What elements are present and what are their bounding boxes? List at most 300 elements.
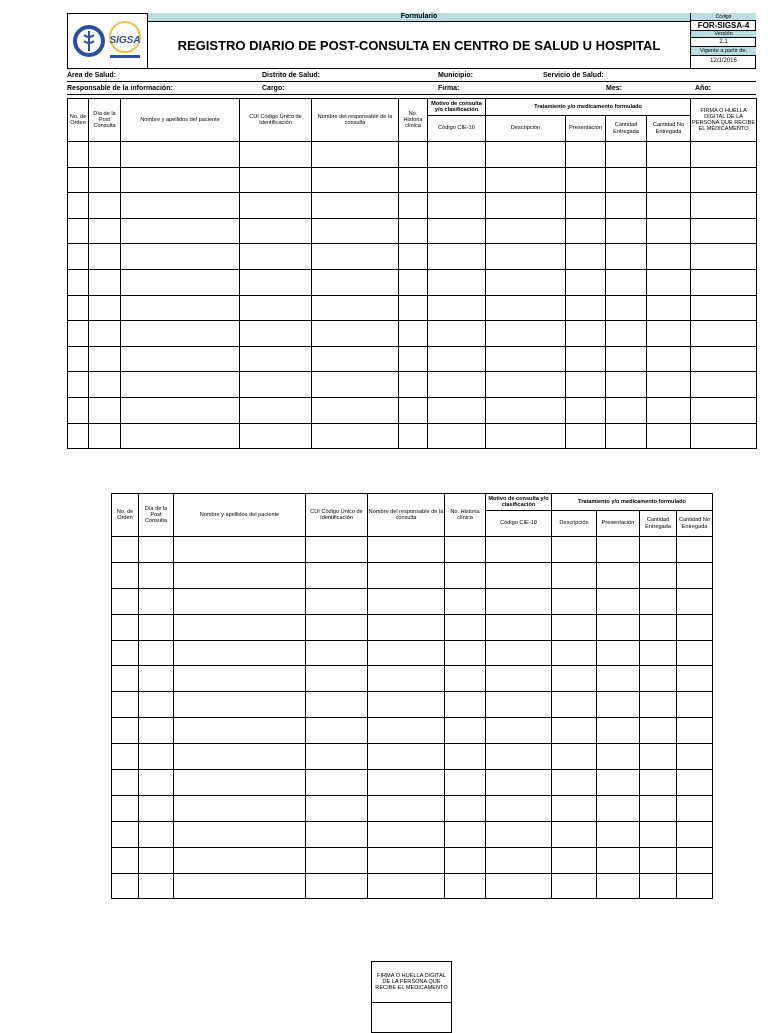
table-2-cell[interactable] <box>677 847 713 873</box>
table-2-cell[interactable] <box>552 821 597 847</box>
table-2-cell[interactable] <box>486 692 552 718</box>
table-1-cell[interactable] <box>312 167 399 193</box>
table-1-cell[interactable] <box>399 193 428 219</box>
table-1-cell[interactable] <box>566 269 606 295</box>
table-1-cell[interactable] <box>606 142 647 168</box>
table-2-cell[interactable] <box>640 770 677 796</box>
table-2-cell[interactable] <box>486 562 552 588</box>
table-1-cell[interactable] <box>121 244 240 270</box>
table-1-cell[interactable] <box>68 372 89 398</box>
table-2-cell[interactable] <box>139 562 174 588</box>
table-1-cell[interactable] <box>606 346 647 372</box>
table-2-cell[interactable] <box>139 614 174 640</box>
table-2-cell[interactable] <box>174 795 306 821</box>
table-2-cell[interactable] <box>640 821 677 847</box>
table-1-cell[interactable] <box>68 423 89 449</box>
table-1-cell[interactable] <box>312 321 399 347</box>
table-1-cell[interactable] <box>240 244 312 270</box>
table-2-cell[interactable] <box>640 744 677 770</box>
table-1-cell[interactable] <box>486 193 566 219</box>
table-1-cell[interactable] <box>486 142 566 168</box>
table-2-cell[interactable] <box>306 847 368 873</box>
table-1-cell[interactable] <box>691 167 757 193</box>
table-1-cell[interactable] <box>240 397 312 423</box>
table-1-cell[interactable] <box>606 397 647 423</box>
table-2-cell[interactable] <box>597 666 640 692</box>
table-1-cell[interactable] <box>240 372 312 398</box>
table-2-cell[interactable] <box>174 847 306 873</box>
table-1-cell[interactable] <box>240 193 312 219</box>
table-2-cell[interactable] <box>552 588 597 614</box>
table-2-cell[interactable] <box>597 588 640 614</box>
table-2-cell[interactable] <box>552 537 597 563</box>
table-1-cell[interactable] <box>312 295 399 321</box>
table-1-cell[interactable] <box>89 346 121 372</box>
table-2-cell[interactable] <box>445 795 486 821</box>
table-1-cell[interactable] <box>691 269 757 295</box>
table-2-cell[interactable] <box>306 614 368 640</box>
table-1-cell[interactable] <box>428 193 486 219</box>
table-1-cell[interactable] <box>312 269 399 295</box>
table-2-cell[interactable] <box>597 692 640 718</box>
table-2-cell[interactable] <box>306 718 368 744</box>
table-2-cell[interactable] <box>552 666 597 692</box>
table-2-cell[interactable] <box>139 744 174 770</box>
table-2-cell[interactable] <box>597 537 640 563</box>
table-2-cell[interactable] <box>445 537 486 563</box>
t2-col-treatment-header: Tratamiento y/o medicamento formulado <box>552 494 713 511</box>
table-2-cell[interactable] <box>112 666 139 692</box>
table-2-cell[interactable] <box>139 640 174 666</box>
table-2-cell[interactable] <box>445 873 486 899</box>
table-2-cell[interactable] <box>486 614 552 640</box>
table-2-cell[interactable] <box>677 562 713 588</box>
table-2-cell[interactable] <box>677 718 713 744</box>
table-1-cell[interactable] <box>68 167 89 193</box>
table-2-cell[interactable] <box>174 666 306 692</box>
table-1-cell[interactable] <box>486 218 566 244</box>
table-2-cell[interactable] <box>174 873 306 899</box>
table-2-cell[interactable] <box>597 614 640 640</box>
table-2-cell[interactable] <box>677 744 713 770</box>
table-2-cell[interactable] <box>368 744 445 770</box>
table-2-cell[interactable] <box>486 537 552 563</box>
table-1-cell[interactable] <box>89 142 121 168</box>
table-1-cell[interactable] <box>121 346 240 372</box>
table-2-cell[interactable] <box>306 821 368 847</box>
table-2-cell[interactable] <box>640 847 677 873</box>
table-2-cell[interactable] <box>139 795 174 821</box>
table-1-cell[interactable] <box>240 321 312 347</box>
table-1-cell[interactable] <box>89 193 121 219</box>
table-2-cell[interactable] <box>677 537 713 563</box>
table-1-cell[interactable] <box>89 397 121 423</box>
table-1-cell[interactable] <box>312 142 399 168</box>
table-1-cell[interactable] <box>486 423 566 449</box>
table-1-cell[interactable] <box>606 372 647 398</box>
table-1-cell[interactable] <box>312 244 399 270</box>
table-2-cell[interactable] <box>112 873 139 899</box>
table-1-cell[interactable] <box>428 269 486 295</box>
table-2-cell[interactable] <box>306 795 368 821</box>
table-1-cell[interactable] <box>428 423 486 449</box>
table-1-cell[interactable] <box>68 346 89 372</box>
table-2-cell[interactable] <box>445 614 486 640</box>
table-1-cell[interactable] <box>68 397 89 423</box>
table-1-cell[interactable] <box>647 423 691 449</box>
table-1-cell[interactable] <box>486 372 566 398</box>
table-1-cell[interactable] <box>647 142 691 168</box>
table-1-cell[interactable] <box>606 244 647 270</box>
table-2-cell[interactable] <box>677 614 713 640</box>
table-1-cell[interactable] <box>399 167 428 193</box>
table-1-cell[interactable] <box>691 397 757 423</box>
table-2-cell[interactable] <box>112 821 139 847</box>
table-2-cell[interactable] <box>139 666 174 692</box>
table-1-cell[interactable] <box>428 142 486 168</box>
table-2-cell[interactable] <box>445 821 486 847</box>
table-1-cell[interactable] <box>486 321 566 347</box>
table-1-cell[interactable] <box>606 295 647 321</box>
table-1-cell[interactable] <box>428 397 486 423</box>
table-1-cell[interactable] <box>606 423 647 449</box>
table-2-cell[interactable] <box>597 821 640 847</box>
table-2-cell[interactable] <box>552 873 597 899</box>
table-1-cell[interactable] <box>399 244 428 270</box>
table-2-cell[interactable] <box>368 795 445 821</box>
table-1-cell[interactable] <box>399 372 428 398</box>
table-1-cell[interactable] <box>428 167 486 193</box>
table-1-cell[interactable] <box>399 142 428 168</box>
table-1-cell[interactable] <box>240 167 312 193</box>
table-2-cell[interactable] <box>306 770 368 796</box>
table-1-cell[interactable] <box>428 321 486 347</box>
table-2-cell[interactable] <box>597 847 640 873</box>
table-1-cell[interactable] <box>428 295 486 321</box>
table-2-cell[interactable] <box>597 770 640 796</box>
table-1-cell[interactable] <box>89 269 121 295</box>
table-2-cell[interactable] <box>306 666 368 692</box>
table-2-cell[interactable] <box>552 562 597 588</box>
table-2-cell[interactable] <box>306 537 368 563</box>
table-1-cell[interactable] <box>691 346 757 372</box>
table-2-cell[interactable] <box>112 588 139 614</box>
table-2-cell[interactable] <box>174 770 306 796</box>
table-1-cell[interactable] <box>312 423 399 449</box>
table-2-cell[interactable] <box>368 873 445 899</box>
table-2-cell[interactable] <box>139 588 174 614</box>
table-1-cell[interactable] <box>240 346 312 372</box>
table-1-cell[interactable] <box>121 295 240 321</box>
table-2-cell[interactable] <box>368 718 445 744</box>
table-2-cell[interactable] <box>139 692 174 718</box>
table-1-cell[interactable] <box>486 167 566 193</box>
table-1-cell[interactable] <box>399 321 428 347</box>
table-2-cell[interactable] <box>112 537 139 563</box>
table-1-cell[interactable] <box>240 269 312 295</box>
table-2-cell[interactable] <box>640 562 677 588</box>
table-2-cell[interactable] <box>486 718 552 744</box>
table-2-cell[interactable] <box>486 744 552 770</box>
table-2-cell[interactable] <box>597 640 640 666</box>
table-2-cell[interactable] <box>174 588 306 614</box>
table-2-cell[interactable] <box>174 562 306 588</box>
table-2-cell[interactable] <box>640 718 677 744</box>
table-2-cell[interactable] <box>445 588 486 614</box>
table-2-cell[interactable] <box>112 770 139 796</box>
table-1-cell[interactable] <box>647 167 691 193</box>
table-2-cell[interactable] <box>486 847 552 873</box>
table-2-cell[interactable] <box>306 640 368 666</box>
table-2-cell[interactable] <box>368 588 445 614</box>
table-1-cell[interactable] <box>121 167 240 193</box>
table-2-cell[interactable] <box>174 821 306 847</box>
table-1-cell[interactable] <box>121 321 240 347</box>
table-2-cell[interactable] <box>486 873 552 899</box>
table-2-cell[interactable] <box>174 692 306 718</box>
table-2-cell[interactable] <box>597 718 640 744</box>
table-2-cell[interactable] <box>139 770 174 796</box>
table-2-cell[interactable] <box>112 692 139 718</box>
table-2-cell[interactable] <box>306 692 368 718</box>
table-2-cell[interactable] <box>552 718 597 744</box>
table-1-cell[interactable] <box>312 397 399 423</box>
table-2-cell[interactable] <box>306 744 368 770</box>
table-2-cell[interactable] <box>677 873 713 899</box>
table-1-cell[interactable] <box>312 218 399 244</box>
table-1-cell[interactable] <box>647 321 691 347</box>
table-1-cell[interactable] <box>312 372 399 398</box>
table-2-cell[interactable] <box>368 821 445 847</box>
table-2-cell[interactable] <box>677 795 713 821</box>
table-2-cell[interactable] <box>174 718 306 744</box>
table-1-cell[interactable] <box>399 346 428 372</box>
table-1-cell[interactable] <box>121 269 240 295</box>
table-1-cell[interactable] <box>89 423 121 449</box>
table-1-cell[interactable] <box>68 269 89 295</box>
table-1-cell[interactable] <box>121 218 240 244</box>
table-2-cell[interactable] <box>486 640 552 666</box>
table-1-cell[interactable] <box>428 346 486 372</box>
table-1-cell[interactable] <box>566 423 606 449</box>
table-2-cell[interactable] <box>640 537 677 563</box>
table-1-cell[interactable] <box>240 423 312 449</box>
table-1-cell[interactable] <box>486 346 566 372</box>
table-2-cell[interactable] <box>139 847 174 873</box>
table-1-cell[interactable] <box>89 167 121 193</box>
table-1-cell[interactable] <box>68 142 89 168</box>
table-2-cell[interactable] <box>139 537 174 563</box>
table-2-cell[interactable] <box>112 795 139 821</box>
table-1-cell[interactable] <box>647 346 691 372</box>
table-1-cell[interactable] <box>68 321 89 347</box>
table-2-cell[interactable] <box>640 614 677 640</box>
table-1-cell[interactable] <box>566 346 606 372</box>
table-2-cell[interactable] <box>552 847 597 873</box>
table-1-cell[interactable] <box>68 295 89 321</box>
table-1-cell[interactable] <box>240 142 312 168</box>
table-2-cell[interactable] <box>445 666 486 692</box>
table-1-cell[interactable] <box>486 295 566 321</box>
signature-box-field[interactable] <box>372 1003 452 1033</box>
table-2-cell[interactable] <box>368 666 445 692</box>
table-2-cell[interactable] <box>368 770 445 796</box>
table-2-cell[interactable] <box>552 795 597 821</box>
table-1-cell[interactable] <box>68 193 89 219</box>
table-1-cell[interactable] <box>240 295 312 321</box>
table-2-cell[interactable] <box>112 640 139 666</box>
table-1-cell[interactable] <box>399 423 428 449</box>
table-1-cell[interactable] <box>312 193 399 219</box>
table-1-cell[interactable] <box>691 244 757 270</box>
table-1-cell[interactable] <box>647 218 691 244</box>
table-1-cell[interactable] <box>89 372 121 398</box>
table-2-cell[interactable] <box>597 562 640 588</box>
table-1-cell[interactable] <box>566 397 606 423</box>
table-1-cell[interactable] <box>89 321 121 347</box>
table-1-cell[interactable] <box>606 321 647 347</box>
table-2-cell[interactable] <box>677 821 713 847</box>
table-1-cell[interactable] <box>121 193 240 219</box>
table-2-cell[interactable] <box>486 666 552 692</box>
table-1-cell[interactable] <box>647 244 691 270</box>
table-2-cell[interactable] <box>306 562 368 588</box>
table-2-cell[interactable] <box>368 847 445 873</box>
table-2-cell[interactable] <box>139 821 174 847</box>
table-2-cell[interactable] <box>486 795 552 821</box>
table-2-cell[interactable] <box>368 640 445 666</box>
table-1-cell[interactable] <box>647 295 691 321</box>
table-2-cell[interactable] <box>640 588 677 614</box>
table-1-cell[interactable] <box>647 193 691 219</box>
table-1-cell[interactable] <box>691 423 757 449</box>
table-1-cell[interactable] <box>121 142 240 168</box>
table-2-cell[interactable] <box>445 770 486 796</box>
table-2-cell[interactable] <box>112 847 139 873</box>
table-2-cell[interactable] <box>445 718 486 744</box>
table-1-cell[interactable] <box>691 142 757 168</box>
table-2-cell[interactable] <box>677 770 713 796</box>
table-1-cell[interactable] <box>428 218 486 244</box>
table-2-cell[interactable] <box>368 614 445 640</box>
table-1-cell[interactable] <box>89 244 121 270</box>
table-2-cell[interactable] <box>112 562 139 588</box>
table-2-cell[interactable] <box>306 588 368 614</box>
table-2-cell[interactable] <box>112 744 139 770</box>
table-1-cell[interactable] <box>691 372 757 398</box>
table-1-cell[interactable] <box>121 397 240 423</box>
table-2-cell[interactable] <box>552 640 597 666</box>
table-1-cell[interactable] <box>121 372 240 398</box>
table-1-cell[interactable] <box>486 397 566 423</box>
table-1-cell[interactable] <box>399 397 428 423</box>
table-2-cell[interactable] <box>174 640 306 666</box>
table-1-cell[interactable] <box>399 295 428 321</box>
table-2-cell[interactable] <box>640 692 677 718</box>
table-2-cell[interactable] <box>486 588 552 614</box>
table-2-cell[interactable] <box>640 666 677 692</box>
table-2-cell[interactable] <box>445 847 486 873</box>
table-1-cell[interactable] <box>606 193 647 219</box>
table-2-cell[interactable] <box>640 795 677 821</box>
table-1-cell[interactable] <box>691 295 757 321</box>
table-1-cell[interactable] <box>240 218 312 244</box>
table-2-cell[interactable] <box>445 562 486 588</box>
table-1-cell[interactable] <box>68 244 89 270</box>
table-1-cell[interactable] <box>606 269 647 295</box>
table-2-cell[interactable] <box>486 821 552 847</box>
table-2-cell[interactable] <box>368 562 445 588</box>
table-1-cell[interactable] <box>566 321 606 347</box>
table-2-cell[interactable] <box>640 873 677 899</box>
table-2-cell[interactable] <box>486 770 552 796</box>
table-1-cell[interactable] <box>566 193 606 219</box>
table-1-cell[interactable] <box>428 244 486 270</box>
table-1-cell[interactable] <box>399 269 428 295</box>
table-2-cell[interactable] <box>552 744 597 770</box>
table-2-cell[interactable] <box>597 744 640 770</box>
table-2-cell[interactable] <box>368 537 445 563</box>
table-1-cell[interactable] <box>566 372 606 398</box>
table-1-cell[interactable] <box>89 295 121 321</box>
table-2-cell[interactable] <box>552 692 597 718</box>
table-1-cell[interactable] <box>691 218 757 244</box>
table-1-cell[interactable] <box>691 321 757 347</box>
table-1-cell[interactable] <box>566 244 606 270</box>
table-1-cell[interactable] <box>312 346 399 372</box>
table-2-cell[interactable] <box>112 718 139 744</box>
table-1-cell[interactable] <box>566 167 606 193</box>
table-1-cell[interactable] <box>121 423 240 449</box>
table-2-cell[interactable] <box>139 873 174 899</box>
table-1-cell[interactable] <box>606 167 647 193</box>
table-2-cell[interactable] <box>552 614 597 640</box>
table-2-cell[interactable] <box>677 666 713 692</box>
table-1-cell[interactable] <box>566 142 606 168</box>
table-1-cell[interactable] <box>691 193 757 219</box>
table-2-cell[interactable] <box>112 614 139 640</box>
table-2-cell[interactable] <box>640 640 677 666</box>
table-2-cell[interactable] <box>552 770 597 796</box>
table-2-cell[interactable] <box>445 640 486 666</box>
table-1-cell[interactable] <box>647 372 691 398</box>
table-1-cell[interactable] <box>647 397 691 423</box>
table-2-cell[interactable] <box>677 692 713 718</box>
table-2-cell[interactable] <box>174 744 306 770</box>
table-2-cell[interactable] <box>677 588 713 614</box>
table-2-cell[interactable] <box>174 537 306 563</box>
table-1-cell[interactable] <box>566 218 606 244</box>
table-2-cell[interactable] <box>139 718 174 744</box>
table-1-cell[interactable] <box>399 218 428 244</box>
table-1-cell[interactable] <box>606 218 647 244</box>
table-1-cell[interactable] <box>486 244 566 270</box>
table-2-cell[interactable] <box>445 744 486 770</box>
table-1-cell[interactable] <box>89 218 121 244</box>
table-2-cell[interactable] <box>174 614 306 640</box>
table-1-cell[interactable] <box>428 372 486 398</box>
table-2-cell[interactable] <box>445 692 486 718</box>
table-2-cell[interactable] <box>306 873 368 899</box>
table-1-cell[interactable] <box>68 218 89 244</box>
table-1-cell[interactable] <box>647 269 691 295</box>
table-2-cell[interactable] <box>368 692 445 718</box>
table-2-cell[interactable] <box>677 640 713 666</box>
table-2-cell[interactable] <box>597 873 640 899</box>
table-1-cell[interactable] <box>566 295 606 321</box>
table-2-cell[interactable] <box>597 795 640 821</box>
table-1-cell[interactable] <box>486 269 566 295</box>
